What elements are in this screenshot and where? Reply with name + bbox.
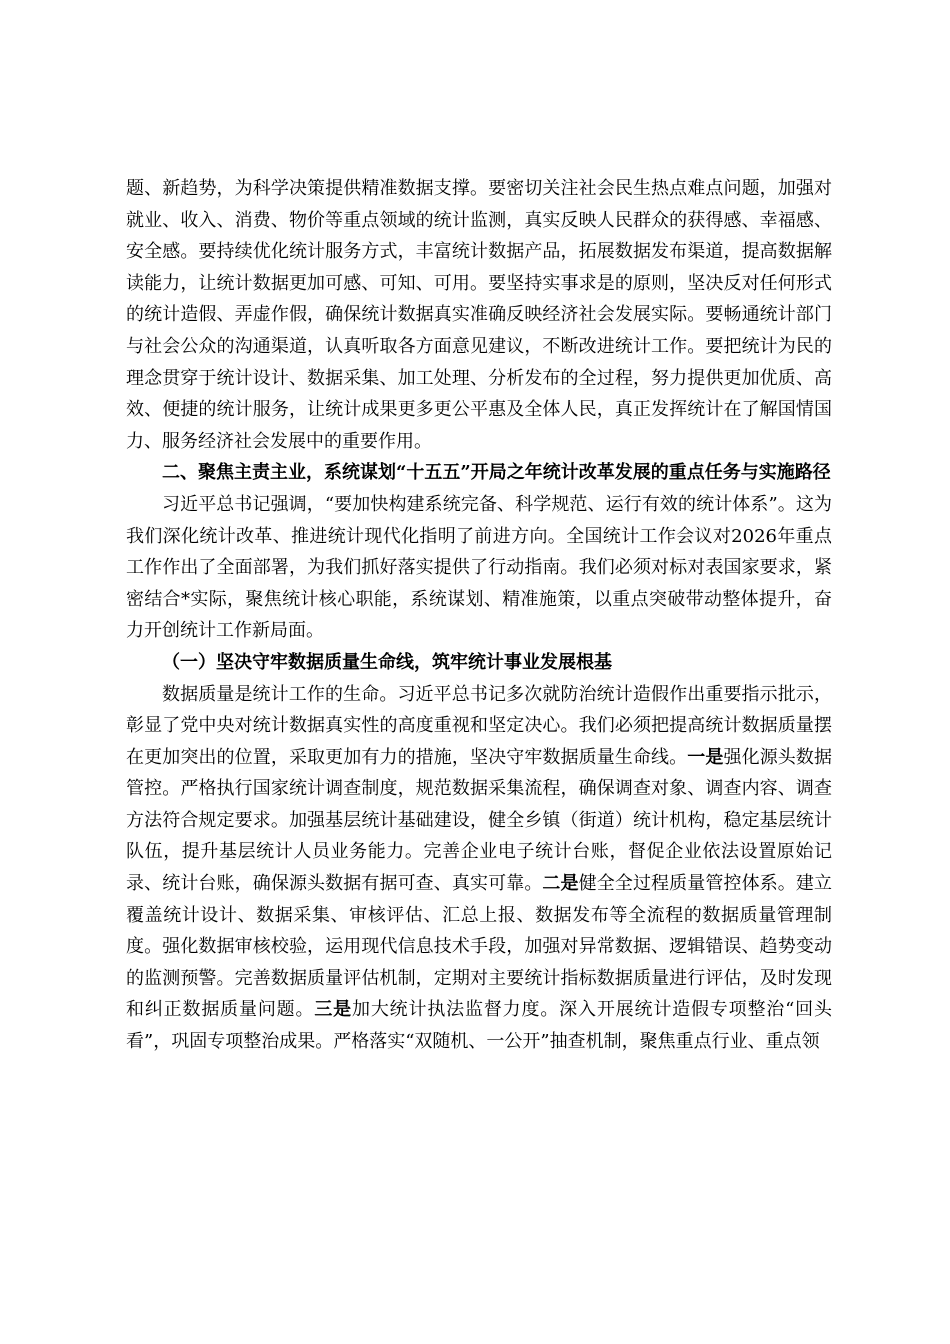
point-label-second: 二是 <box>542 873 579 895</box>
paragraph-section-intro: 习近平总书记强调，“要加快构建系统完备、科学规范、运行有效的统计体系”。这为我们深化统计改革、推进统计现代化指明了前进方向。全国统计工作会议对2026年重点工作作出了全面部署，为我们抓好落实提供了行动指南。我们必须对标对表国家要求，紧密结合*实际，聚焦统计核心职能，系统谋划、精准施策，以重点突破带动整体提升，奋力开创统计工作新局面。 <box>126 493 832 642</box>
paragraph-intro-text: 数据质量是统计工作的生命。习近平总书记多次就防治统计造假作出重要指示批示，彰显了党中央对统计数据真实性的高度重视和坚定决心。我们必须把提高统计数据质量摆在更加突出的位置，采取更加有力的措施，坚决守牢数据质量生命线。 <box>126 683 832 768</box>
point-text-third: 加大统计执法监督力度。深入开展统计造假专项整治“回头看”，巩固专项整治成果。严格落实“双随机、一公开”抽查机制，聚焦重点行业、重点领 <box>126 999 833 1053</box>
point-text-second: 健全全过程质量管控体系。建立覆盖统计设计、数据采集、审核评估、汇总上报、数据发布等全流程的数据质量管理制度。强化数据审核校验，运用现代信息技术手段，加强对异常数据、逻辑错误、趋势变动的监测预警。完善数据质量评估机制，定期对主要统计指标数据质量进行评估，及时发现和纠正数据质量问题。 <box>126 873 833 1021</box>
paragraph-continued: 题、新趋势，为科学决策提供精准数据支撑。要密切关注社会民生热点难点问题，加强对就业、收入、消费、物价等重点领域的统计监测，真实反映人民群众的获得感、幸福感、安全感。要持续优化统计服务方式，丰富统计数据产品，拓展数据发布渠道，提高数据解读能力，让统计数据更加可感、可知、可用。要坚持实事求是的原则，坚决反对任何形式的统计造假、弄虚作假，确保统计数据真实准确反映经济社会发展实际。要畅通统计部门与社会公众的沟通渠道，认真听取各方面意见建议，不断改进统计工作。要把统计为民的理念贯穿于统计设计、数据采集、加工处理、分析发布的全过程，努力提供更加优质、高效、便捷的统计服务，让统计成果更多更公平惠及全体人民，真正发挥统计在了解国情国力、服务经济社会发展中的重要作用。 <box>126 178 832 452</box>
section-heading-2: 二、聚焦主责主业，系统谋划“十五五”开局之年统计改革发展的重点任务与实施路径 <box>162 462 831 484</box>
document-body <box>126 173 832 1058</box>
subsection-heading-1: （一）坚决守牢数据质量生命线，筑牢统计事业发展根基 <box>162 651 612 673</box>
paragraph-data-quality <box>126 679 832 1058</box>
point-label-first: 一是 <box>687 746 724 768</box>
point-label-third: 三是 <box>314 999 352 1021</box>
point-text-first: 强化源头数据管控。严格执行国家统计调查制度，规范数据采集流程，确保调查对象、调查内容、调查方法符合规定要求。加强基层统计基础建设，健全乡镇（街道）统计机构，稳定基层统计队伍，提升基层统计人员业务能力。完善企业电子统计台账，督促企业依法设置原始记录、统计台账，确保源头数据有据可查、真实可靠。 <box>126 746 833 895</box>
